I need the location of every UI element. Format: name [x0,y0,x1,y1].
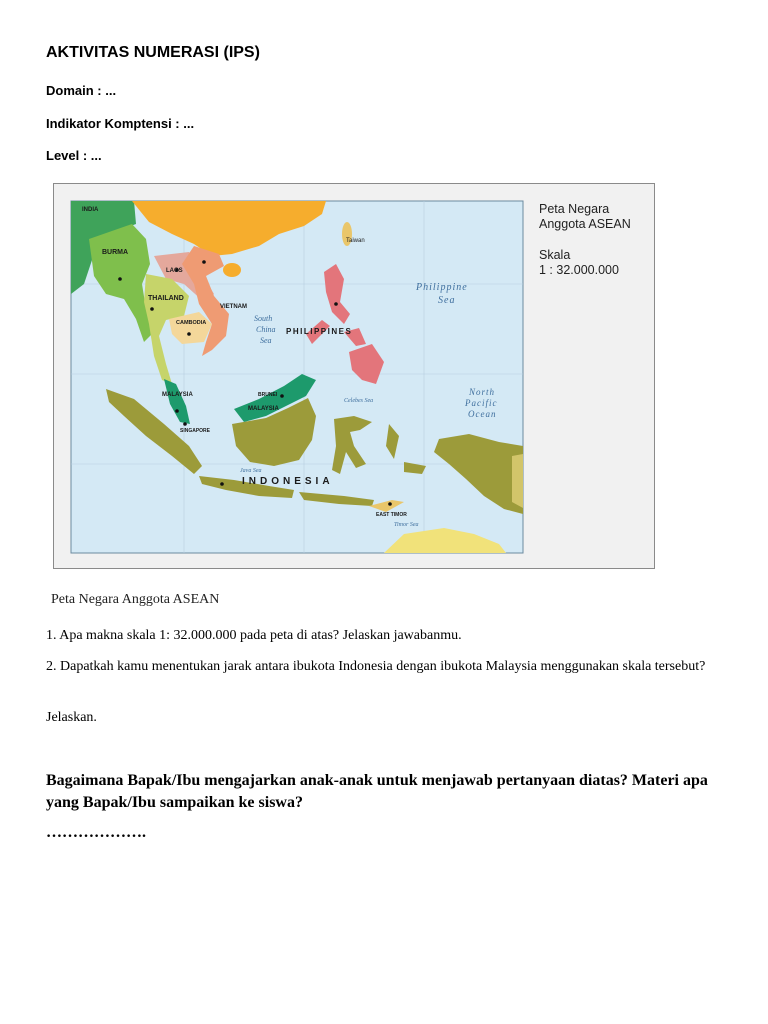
asean-map-figure [53,183,655,569]
indicator-line: Indikator Komptensi : ... [46,116,195,131]
label-north-pacific-1: North [469,387,496,397]
label-south-china-sea-1: South [254,314,273,323]
question-2: 2. Dapatkah kamu menentukan jarak antara ibukota Indonesia dengan ibukota Malaysia menggunakan skala tersebut? [46,659,706,674]
label-taiwan: Taiwan [346,238,365,244]
label-thailand: THAILAND [148,295,184,302]
label-philippine-sea-1: Philippine [416,282,468,293]
legend-title-line1: Peta Negara [539,202,610,216]
level-line: Level : ... [46,148,102,163]
label-east-timor: EAST TIMOR [376,512,407,518]
question-1: 1. Apa makna skala 1: 32.000.000 pada peta di atas? Jelaskan jawabanmu. [46,628,462,643]
label-brunei: BRUNEI [258,392,278,398]
label-north-pacific-2: Pacific [465,398,498,408]
question-2-instruction: Jelaskan. [46,710,97,725]
label-laos: LAOS [166,268,183,274]
domain-line: Domain : ... [46,83,117,98]
label-singapore: SINGAPORE [180,428,211,434]
hainan-island [223,263,241,277]
label-malaysia-borneo: MALAYSIA [248,406,279,412]
asean-map [54,184,655,569]
label-vietnam: VIETNAM [220,304,247,310]
label-malaysia-peninsula: MALAYSIA [162,392,193,398]
label-south-china-sea-2: China [256,325,276,334]
label-java-sea: Java Sea [240,468,262,474]
label-south-china-sea-3: Sea [260,336,272,345]
label-timor-sea: Timor Sea [394,522,419,528]
label-philippines: PHILIPPINES [286,327,353,336]
label-burma: BURMA [102,249,129,256]
figure-caption: Peta Negara Anggota ASEAN [51,592,220,607]
papua-new-guinea-landmass [512,454,523,508]
label-north-pacific-3: Ocean [468,409,497,419]
legend-title-line2: Anggota ASEAN [539,217,631,231]
label-philippine-sea-2: Sea [438,295,456,306]
scale-value: 1 : 32.000.000 [539,263,619,277]
map-scale-legend [539,248,619,278]
scale-label: Skala [539,248,571,262]
label-india: INDIA [82,207,99,213]
label-celebes-sea: Celebes Sea [344,398,374,404]
label-indonesia: INDONESIA [242,476,334,487]
label-cambodia: CAMBODIA [176,320,207,326]
teacher-prompt: Bagaimana Bapak/Ibu mengajarkan anak-anak untuk menjawab pertanyaan diatas? Materi apa yang Bapak/Ibu sampaikan ke siswa? [46,772,708,811]
page-title: AKTIVITAS NUMERASI (IPS) [46,44,260,61]
map-legend-title [539,202,631,232]
answer-dots: ………………. [46,824,146,841]
